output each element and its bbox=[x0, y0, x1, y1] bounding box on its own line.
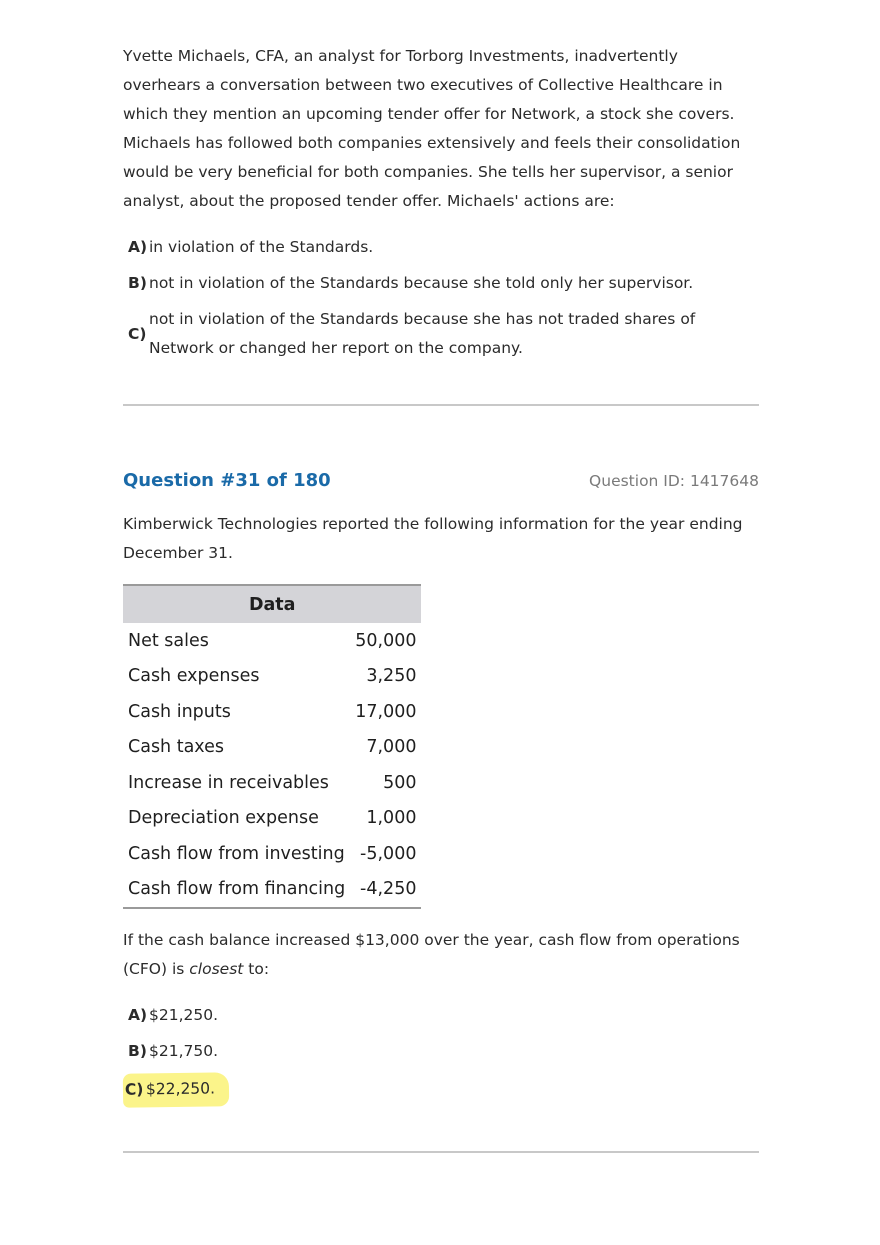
choice-letter: B) bbox=[128, 274, 147, 292]
question-stem bbox=[123, 926, 759, 984]
choice-text: in violation of the Standards. bbox=[149, 238, 374, 256]
row-label: Cash taxes bbox=[128, 737, 225, 758]
row-label: Increase in receivables bbox=[128, 772, 329, 793]
table-row bbox=[123, 623, 421, 659]
stem-before: If the cash balance increased $13,000 over the year, cash flow from operations (CFO) is bbox=[123, 931, 740, 978]
table-row bbox=[123, 659, 421, 695]
choices bbox=[123, 1001, 759, 1107]
data-table bbox=[123, 584, 421, 909]
choice-letter: C) bbox=[128, 324, 147, 343]
table-row bbox=[123, 765, 421, 801]
table-header: Data bbox=[123, 585, 421, 623]
table-row bbox=[123, 730, 421, 766]
question-intro: Kimberwick Technologies reported the following information for the year ending December 31. bbox=[123, 515, 743, 562]
row-label: Depreciation expense bbox=[128, 808, 319, 829]
choice-text: $21,250. bbox=[149, 1006, 219, 1024]
question-header bbox=[123, 470, 759, 491]
table-row bbox=[123, 872, 421, 909]
row-label: Cash inputs bbox=[128, 701, 231, 722]
row-value: 1,000 bbox=[366, 808, 417, 829]
question-id: Question ID: 1417648 bbox=[589, 472, 759, 490]
stem-emphasis: closest bbox=[189, 960, 244, 978]
choice-b[interactable] bbox=[128, 1037, 759, 1066]
choice-text: $21,750. bbox=[149, 1042, 219, 1060]
prev-choices bbox=[123, 233, 759, 363]
row-value: 7,000 bbox=[366, 737, 417, 758]
row-value: 50,000 bbox=[355, 630, 417, 651]
choice-letter: B) bbox=[128, 1042, 147, 1060]
stem-after: to: bbox=[243, 960, 270, 978]
table-row bbox=[123, 694, 421, 730]
row-value: 500 bbox=[383, 772, 417, 793]
choice-letter: C) bbox=[124, 1080, 144, 1099]
choice-c[interactable] bbox=[124, 1073, 759, 1107]
choice-text: $22,250. bbox=[145, 1079, 216, 1099]
row-label: Cash flow from financing bbox=[123, 872, 350, 909]
prev-choice-c[interactable] bbox=[128, 305, 759, 363]
row-label: Net sales bbox=[128, 630, 209, 651]
row-value: 3,250 bbox=[366, 666, 417, 687]
choice-text: not in violation of the Standards because she has not traded shares of Network or changed her report on the company. bbox=[149, 310, 696, 357]
row-value: -5,000 bbox=[360, 843, 417, 864]
choice-a[interactable] bbox=[128, 1001, 759, 1030]
table-row bbox=[123, 836, 421, 872]
answer-highlight bbox=[123, 1072, 229, 1107]
row-value: 17,000 bbox=[355, 701, 417, 722]
choice-letter: A) bbox=[128, 238, 148, 256]
question-title: Question #31 of 180 bbox=[123, 470, 331, 491]
prev-choice-b[interactable] bbox=[128, 269, 759, 298]
prev-choice-a[interactable] bbox=[128, 233, 759, 262]
row-value: -4,250 bbox=[350, 872, 421, 909]
table-row bbox=[123, 801, 421, 837]
page-content bbox=[123, 42, 759, 1153]
divider bbox=[123, 1151, 759, 1153]
prev-question-stem: Yvette Michaels, CFA, an analyst for Torborg Investments, inadvertently overhears a conversation between two executives of Collective Healthcare in which they mention an upcoming tender offer for Network, a stock she covers. Michaels has followed both companies extensively and feels their consolidation would be very beneficial for both companies. She tells her supervisor, a senior analyst, about the proposed tender offer. Michaels' actions are: bbox=[123, 47, 741, 210]
row-label: Cash flow from investing bbox=[128, 843, 345, 864]
choice-letter: A) bbox=[128, 1006, 148, 1024]
row-label: Cash expenses bbox=[128, 666, 260, 687]
choice-text: not in violation of the Standards because she told only her supervisor. bbox=[149, 274, 694, 292]
divider bbox=[123, 404, 759, 406]
